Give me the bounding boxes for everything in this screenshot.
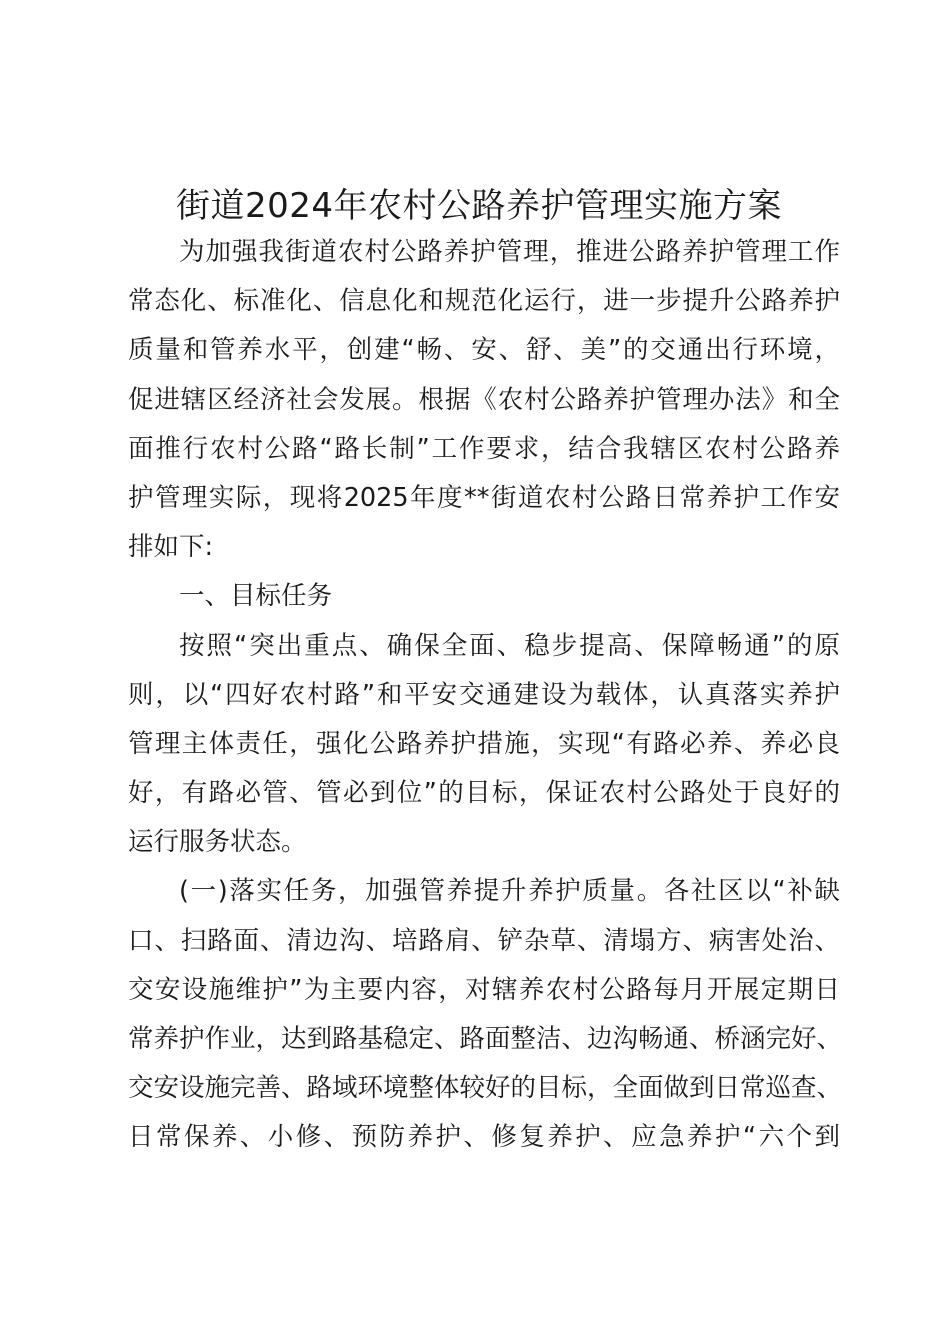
text-line: (一)落实任务，加强管养提升养护质量。各社区以“补缺 bbox=[179, 876, 840, 907]
text-line: 促进辖区经济社会发展。根据《农村公路养护管理办法》和全 bbox=[128, 384, 840, 415]
text-line: 则，以“四好农村路”和平安交通建设为载体，认真落实养护 bbox=[128, 679, 840, 710]
text-line: 日常保养、小修、预防养护、修复养护、应急养护“六个到 bbox=[128, 1122, 840, 1153]
text-line: 交安设施维护”为主要内容，对辖养农村公路每月开展定期日 bbox=[128, 974, 840, 1005]
document-title: 街道2024年农村公路养护管理实施方案 bbox=[175, 186, 783, 226]
paragraph-targets bbox=[128, 622, 840, 868]
paragraph-tasks bbox=[128, 867, 843, 1162]
text-line: 交安设施完善、路域环境整体较好的目标，全面做到日常巡查、 bbox=[128, 1073, 843, 1104]
text-line: 护管理实际，现将2025年度**街道农村公路日常养护工作安 bbox=[128, 482, 840, 513]
paragraph-intro bbox=[128, 228, 840, 572]
text-line: 常态化、标准化、信息化和规范化运行，进一步提升公路养护 bbox=[128, 286, 840, 317]
text-line: 面推行农村公路“路长制”工作要求，结合我辖区农村公路养 bbox=[128, 433, 840, 464]
document-body bbox=[128, 228, 843, 1163]
text-line: 按照“突出重点、确保全面、稳步提高、保障畅通”的原 bbox=[179, 630, 840, 661]
text-line: 质量和管养水平，创建“畅、安、舒、美”的交通出行环境， bbox=[128, 335, 840, 366]
text-line: 为加强我街道农村公路养护管理，推进公路养护管理工作 bbox=[179, 237, 840, 267]
text-line: 常养护作业，达到路基稳定、路面整洁、边沟畅通、桥涵完好、 bbox=[128, 1024, 843, 1054]
text-line: 好，有路必管、管必到位”的目标，保证农村公路处于良好的 bbox=[128, 778, 840, 809]
text-line: 一、目标任务 bbox=[179, 581, 333, 612]
section-heading bbox=[128, 572, 840, 621]
text-line: 口、扫路面、清边沟、培路肩、铲杂草、清塌方、病害处治、 bbox=[128, 925, 840, 956]
text-line: 运行服务状态。 bbox=[128, 827, 307, 858]
text-line: 排如下: bbox=[128, 532, 214, 563]
text-line: 管理主体责任，强化公路养护措施，实现“有路必养、养必良 bbox=[128, 728, 840, 759]
